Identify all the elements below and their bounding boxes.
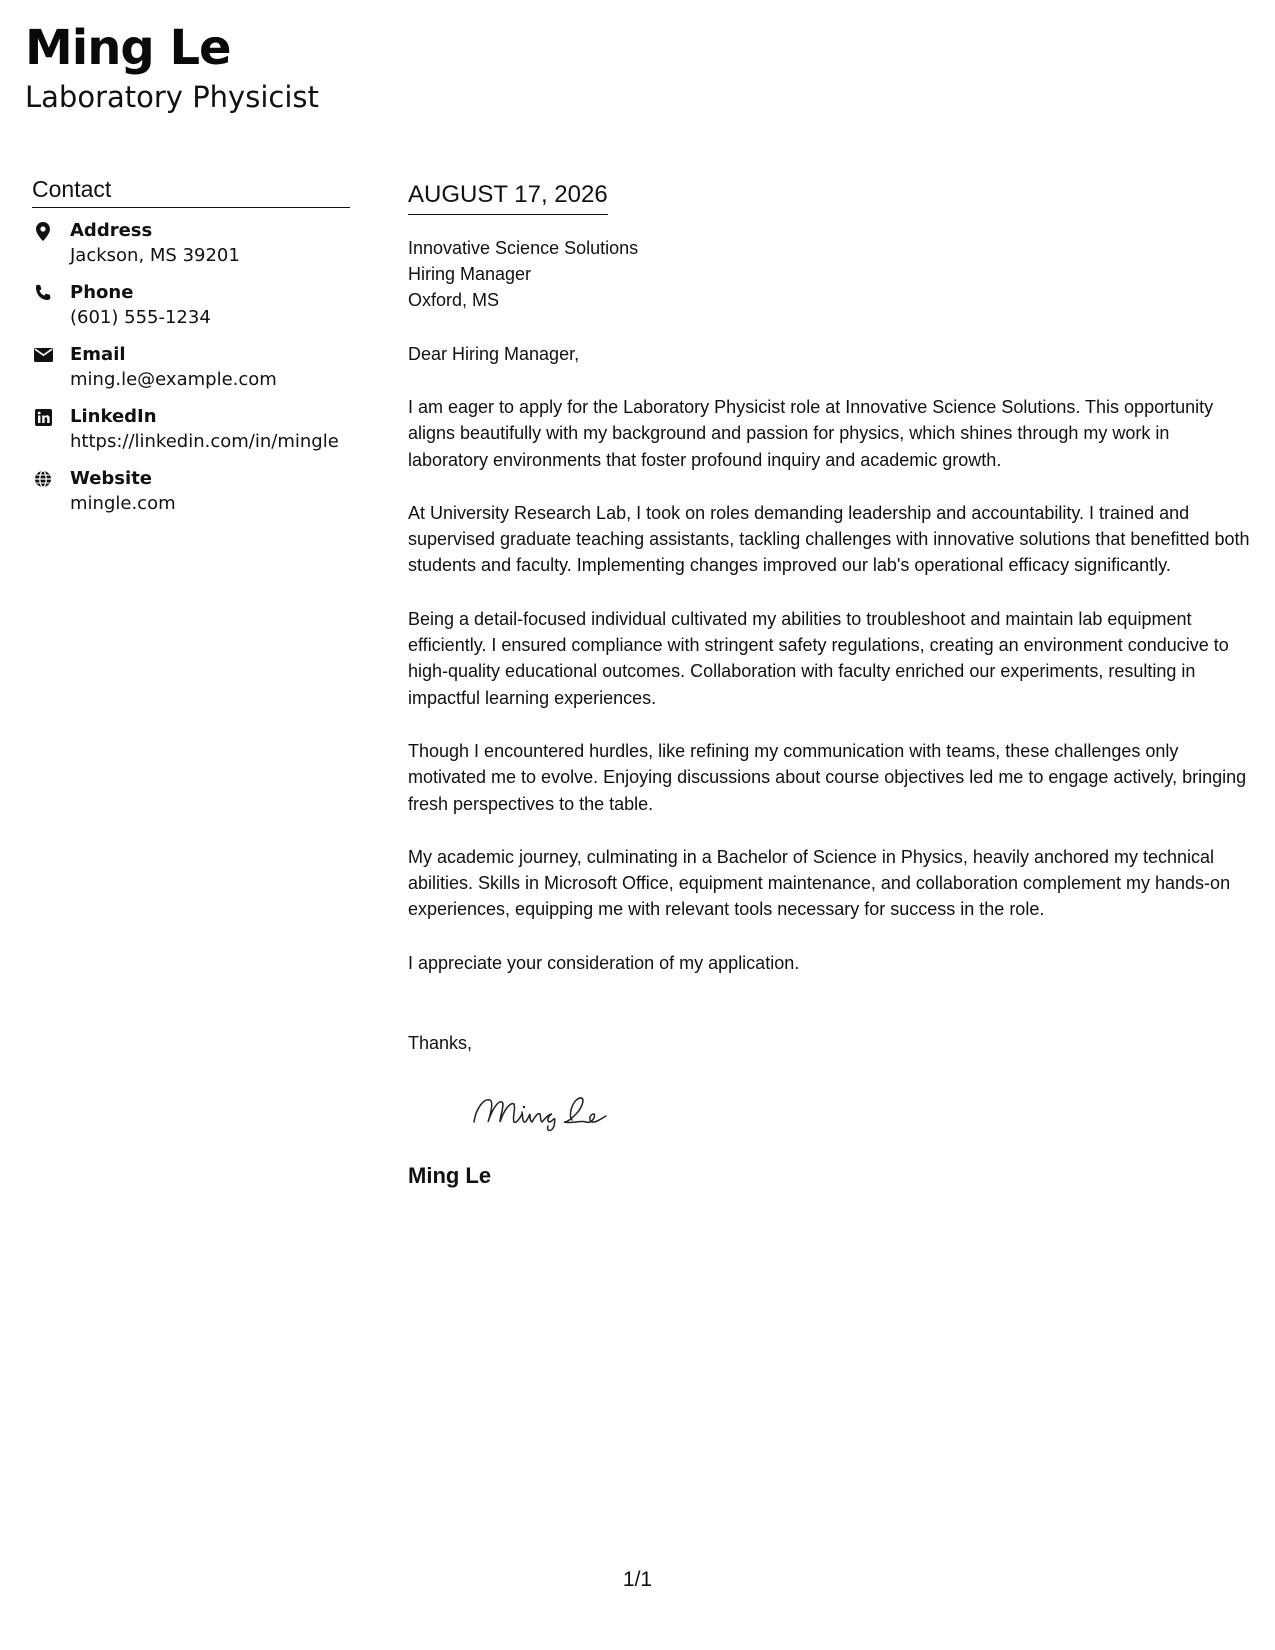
globe-icon: [32, 468, 54, 490]
contact-value: ming.le@example.com: [70, 369, 277, 390]
contact-sidebar: [32, 176, 350, 528]
candidate-title: Laboratory Physicist: [25, 80, 319, 114]
salutation: Dear Hiring Manager,: [408, 344, 580, 364]
page-number: 1/1: [622, 1568, 653, 1591]
recipient-location: Oxford, MS: [408, 290, 500, 310]
recipient-company: Innovative Science Solutions: [408, 238, 639, 258]
cover-letter-body: [408, 178, 1253, 1190]
contact-label: Website: [70, 468, 153, 489]
contact-item-email: [32, 342, 350, 392]
signer-name: Ming Le: [408, 1163, 492, 1189]
recipient-block: [408, 235, 1253, 313]
paragraph: I am eager to apply for the Laboratory Physicist role at Innovative Science Solutions. This opportunity aligns beautifully with my background and passion for physics, which shines through my work in laboratory environments that foster profound inquiry and academic growth.: [408, 397, 1214, 470]
handwritten-signature: [468, 1086, 618, 1134]
closing: Thanks,: [408, 1033, 473, 1054]
map-pin-icon: [32, 220, 54, 242]
contact-item-address: [32, 218, 350, 268]
contact-label: Address: [70, 220, 153, 241]
contact-label: LinkedIn: [70, 406, 157, 427]
paragraph: I appreciate your consideration of my application.: [408, 952, 800, 973]
paragraph: My academic journey, culminating in a Bachelor of Science in Physics, heavily anchored my technical abilities. Skills in Microsoft Office, equipment maintenance, and collaboration complement my hands-on experiences, equipping me with relevant tools necessary for success in the role.: [408, 846, 1231, 920]
paragraph: Though I encountered hurdles, like refining my communication with teams, these challenges only motivated me to evolve. Enjoying discussions about course objectives led me to engage actively, bringing fresh perspectives to the table.: [408, 740, 1247, 814]
recipient-role: Hiring Manager: [408, 264, 532, 284]
paragraph: Being a detail-focused individual cultivated my abilities to troubleshoot and maintain lab equipment efficiently. I ensured compliance with stringent safety regulations, creating an environment conducive to high-quality educational outcomes. Collaboration with faculty enriched our experiments, resulting in impactful learning experiences.: [408, 608, 1229, 708]
phone-icon: [32, 282, 54, 304]
contact-value: (601) 555-1234: [70, 307, 211, 328]
paragraph: At University Research Lab, I took on roles demanding leadership and accountability. I trained and supervised graduate teaching assistants, tackling challenges with innovative solutions that benefitted both students and faculty. Implementing changes improved our lab's operational efficacy significantly.: [408, 502, 1250, 576]
contact-item-website: [32, 466, 350, 516]
envelope-icon: [32, 344, 54, 366]
contact-value: Jackson, MS 39201: [70, 245, 240, 266]
contact-heading: Contact: [32, 176, 350, 208]
letter-date: AUGUST 17, 2026: [408, 178, 608, 215]
contact-label: Email: [70, 344, 126, 365]
contact-item-linkedin: [32, 404, 350, 454]
contact-value: mingle.com: [70, 493, 176, 514]
contact-label: Phone: [70, 282, 134, 303]
contact-value: https://linkedin.com/in/mingle: [70, 431, 339, 452]
candidate-name: Ming Le: [25, 20, 231, 76]
linkedin-icon: [32, 406, 54, 428]
contact-item-phone: [32, 280, 350, 330]
